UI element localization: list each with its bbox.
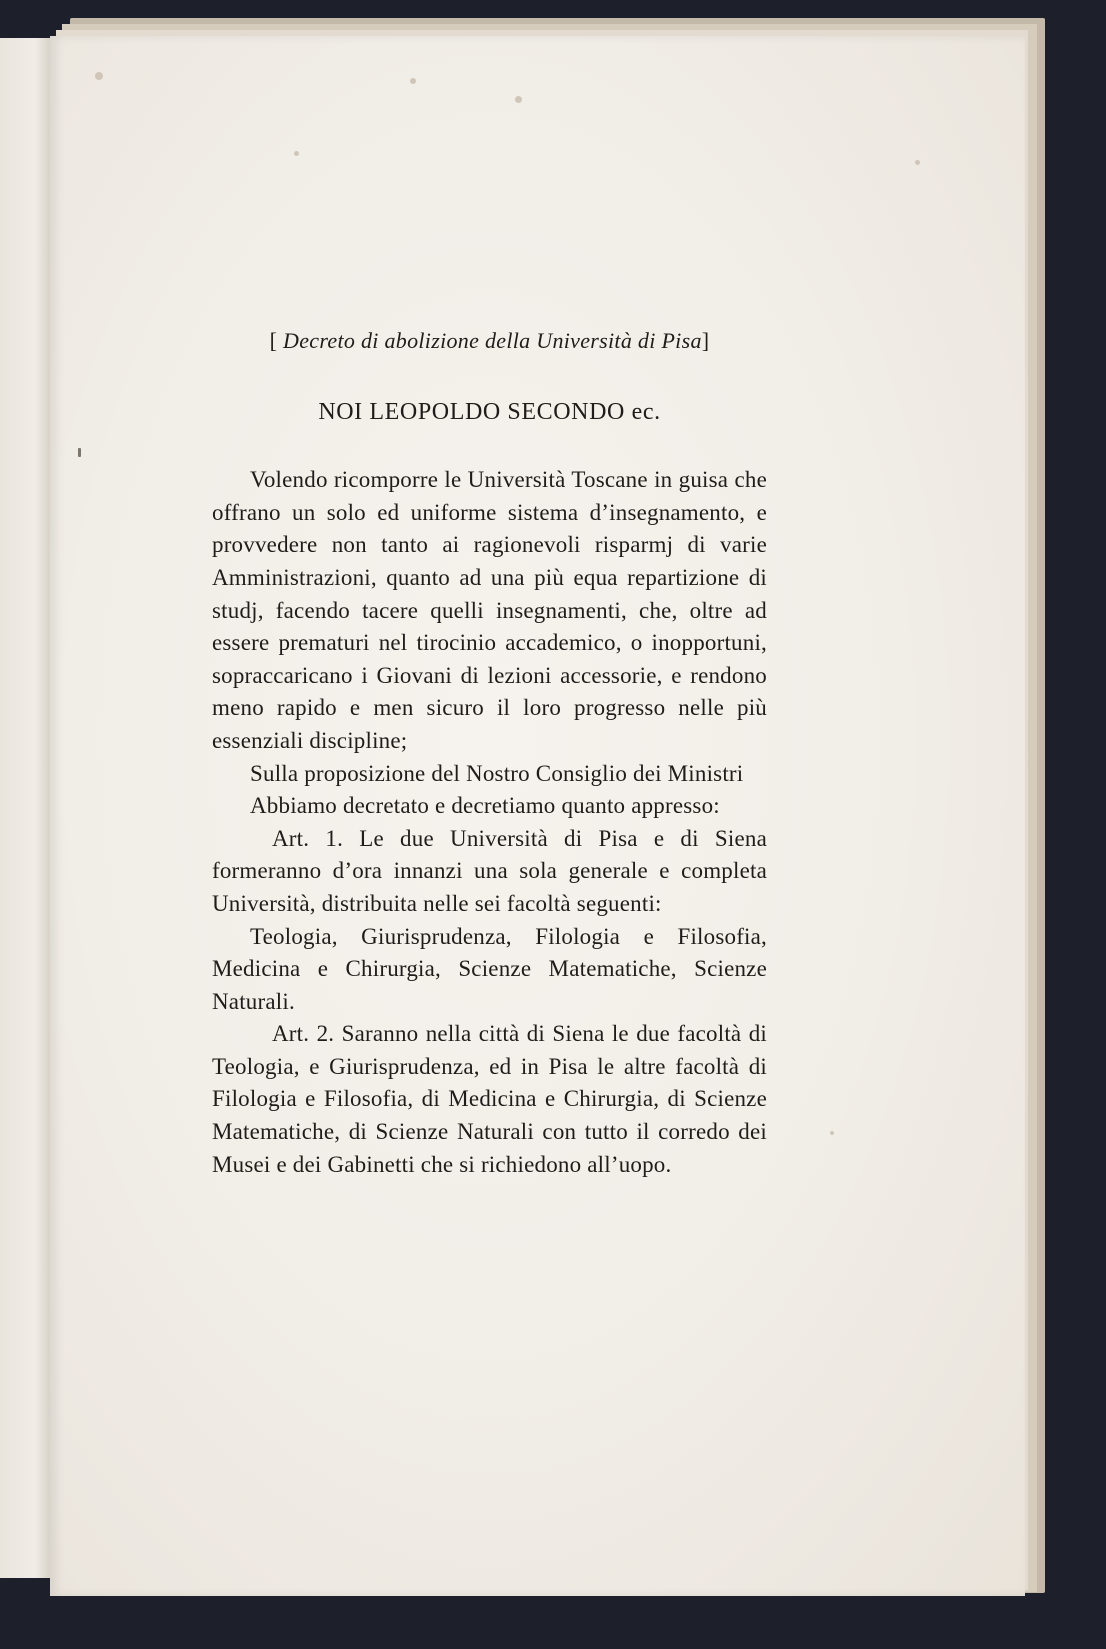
- paper-spot: [410, 78, 416, 84]
- document-text: [212, 325, 767, 1181]
- paper-spot: [915, 160, 920, 165]
- paragraph-proposal: Sulla proposizione del Nostro Consiglio dei Ministri: [250, 760, 744, 786]
- paragraph-article-1: Art. 1. Le due Università di Pisa e di Siena formeranno d’ora innanzi una sola generale e completa Università, distribuita nelle sei facoltà seguenti:: [212, 825, 767, 916]
- heading-close-bracket: ]: [701, 328, 710, 353]
- paper-spot: [830, 1131, 834, 1135]
- decree-heading: [212, 325, 767, 358]
- paper-spot: [515, 96, 522, 103]
- facing-page-edge: [0, 38, 51, 1578]
- paragraph-preamble: Volendo ricomporre le Università Toscane in guisa che offrano un solo ed uniforme sistema d’insegnamento, e provvedere non tanto ai ragionevoli risparmj di varie Amministrazioni, quanto ad una più equa repartizione di studj, facendo tacere quelli insegnamenti, che, oltre ad essere prematuri nel tirocinio accademico, o inopportuni, sopraccaricano i Giovani di lezioni accessorie, e rendono meno rapido e men sicuro il loro progresso nelle più essenziali discipline;: [212, 467, 767, 753]
- paragraph-article-2: Art. 2. Saranno nella città di Siena le due facoltà di Teologia, e Giurisprudenza, ed in Pisa le altre facoltà di Filologia e Filosofia, di Medicina e Chirurgia, di Scienze Matematiche, di Scienze Naturali con tutto il corredo dei Musei e dei Gabinetti che si richiedono all’uopo.: [212, 1021, 767, 1177]
- heading-open-bracket: [: [269, 328, 278, 353]
- paper-spot: [294, 151, 299, 156]
- heading-text: Decreto di abolizione della Università di Pisa: [283, 328, 702, 353]
- paper-spot: [78, 448, 81, 457]
- paragraph-faculties-list: Teologia, Giurisprudenza, Filologia e Filosofia, Medicina e Chirurgia, Scienze Matematiche, Scienze Naturali.: [212, 923, 767, 1014]
- decree-title: NOI LEOPOLDO SECONDO ec.: [318, 398, 661, 425]
- paper-spot: [95, 72, 103, 80]
- paragraph-decree: Abbiamo decretato e decretiamo quanto appresso:: [250, 793, 720, 819]
